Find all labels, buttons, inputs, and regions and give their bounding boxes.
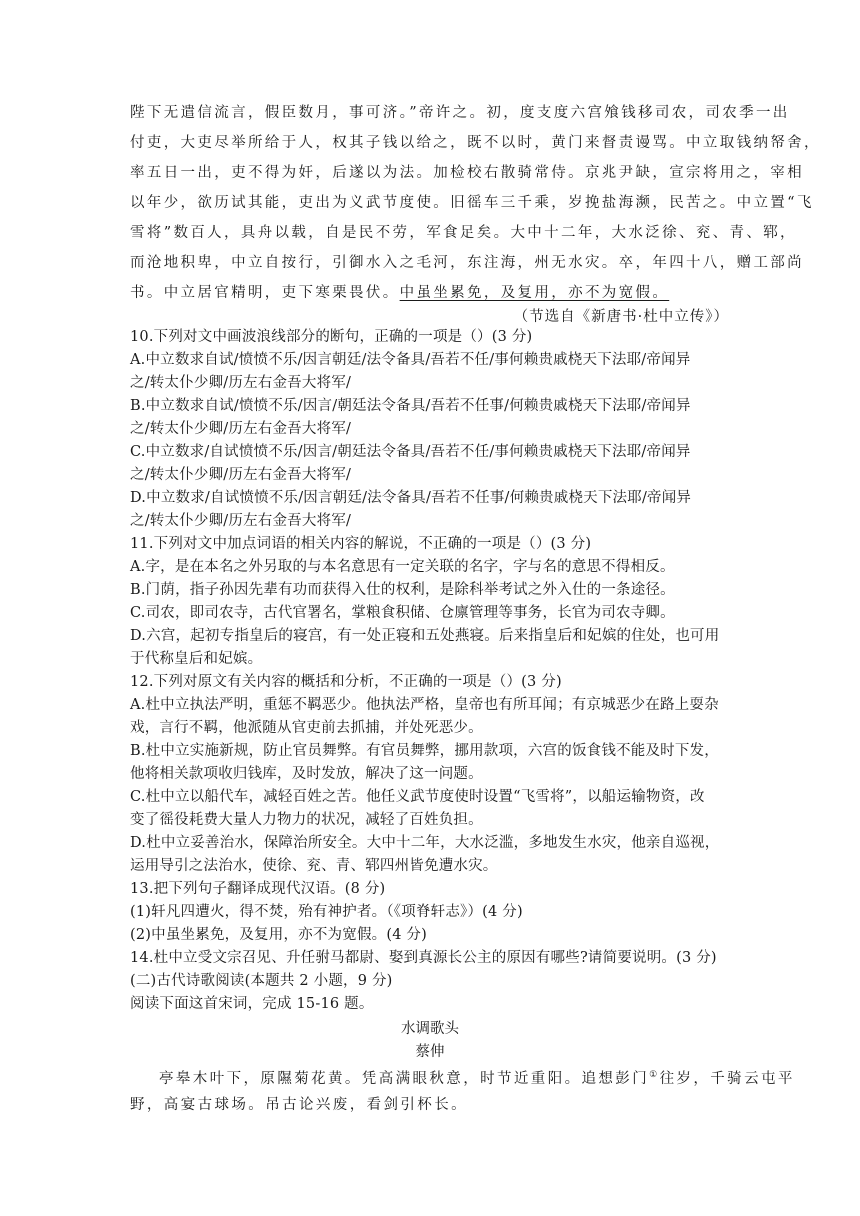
question-line: D.杜中立妥善治水，保障治所安全。大中十二年，大水泛滥，多地发生水灾，他亲自巡视， bbox=[130, 835, 720, 851]
question-line: C.司农，即司农寺，古代官署名，掌粮食积储、仓廪管理等事务，长官为司农寺卿。 bbox=[130, 605, 675, 621]
poem-line bbox=[159, 1065, 795, 1089]
poem-text: 往岁，千骑云屯平 bbox=[659, 1070, 795, 1087]
question-line: 10.下列对文中画波浪线部分的断句，正确的一项是（）(3 分) bbox=[130, 329, 533, 345]
question-line: C.杜中立以船代车，减轻百姓之苦。他任义武节度使时设置“飞雪将”，以船运输物资，改 bbox=[130, 789, 705, 805]
question-line: 他将相关款项收归钱库，及时发放，解决了这一问题。 bbox=[130, 766, 483, 782]
question-line: 12.下列对原文有关内容的概括和分析，不正确的一项是（）(3 分) bbox=[130, 674, 562, 690]
question-line: 11.下列对文中加点词语的相关内容的解说，不正确的一项是（）(3 分) bbox=[130, 536, 592, 552]
footnote-marker: ① bbox=[649, 1070, 660, 1080]
passage-line: 以年少，欲历试其能，吏出为义武节度使。旧徭车三千乘，岁挽盐海濒，民苦之。中立置“飞 bbox=[130, 195, 814, 211]
question-line: B.门荫，指子孙因先辈有功而获得入仕的权利，是除科举考试之外入仕的一条途径。 bbox=[130, 582, 675, 598]
poem-author: 蔡伸 bbox=[415, 1044, 445, 1060]
question-line: 戏，言行不羁，他派随从官吏前去抓捕，并处死恶少。 bbox=[130, 720, 483, 736]
passage-line: 雪将”数百人，具舟以载，自是民不劳，军食足矣。大中十二年，大水泛徐、兖、青、郓， bbox=[130, 225, 797, 241]
poem-line: 野，高宴古球场。吊古论兴废，看剑引杯长。 bbox=[130, 1097, 468, 1113]
question-line: A.杜中立执法严明，重惩不羁恶少。他执法严格，皇帝也有所耳闻；有京城恶少在路上耍杂 bbox=[130, 697, 719, 713]
question-line: 变了徭役耗费大量人力物力的状况，减轻了百姓负担。 bbox=[130, 812, 483, 828]
question-line: A.中立数求自试/愤愤不乐/因言朝廷/法令备具/吾若不任/事何赖贵戚桡天下法耶/帝闻异 bbox=[130, 352, 691, 368]
question-line: 14.杜中立受文宗召见、升任驸马都尉、娶到真源长公主的原因有哪些?请简要说明。(3 分) bbox=[130, 950, 717, 966]
poem-title: 水调歌头 bbox=[401, 1021, 459, 1037]
passage-last-line bbox=[130, 283, 669, 303]
question-line: (1)轩凡四遭火，得不焚，殆有神护者。（《项脊轩志》）(4 分) bbox=[130, 904, 523, 920]
question-line: B.杜中立实施新规，防止官员舞弊。有官员舞弊，挪用款项，六宫的饭食钱不能及时下发， bbox=[130, 743, 719, 759]
poem-text: 亭皋木叶下，原隰菊花黄。凭高满眼秋意，时节近重阳。追想彭门 bbox=[159, 1070, 650, 1087]
question-line: 阅读下面这首宋词，完成 15-16 题。 bbox=[130, 996, 374, 1012]
passage-line: 而沧地积卑，中立自按行，引御水入之毛河，东注海，州无水灾。卒，年四十八，赠工部尚 bbox=[130, 255, 804, 271]
question-line: 运用导引之法治水，使徐、兖、青、郓四州皆免遭水灾。 bbox=[130, 858, 498, 874]
question-line: 13.把下列句子翻译成现代汉语。(8 分) bbox=[130, 881, 386, 897]
question-line: (2)中虽坐累免，及复用，亦不为宽假。(4 分) bbox=[130, 927, 427, 943]
underlined-sentence: 中虽坐累免，及复用，亦不为宽假。 bbox=[399, 285, 670, 301]
question-line: 之/转太仆少卿/历左右金吾大将军/ bbox=[130, 467, 352, 483]
passage-source: （节选自《新唐书·杜中立传》） bbox=[513, 309, 729, 325]
passage-line: 率五日一出，吏不得为奸，后遂以为法。加检校右散骑常侍。京兆尹缺，宣宗将用之，宰相 bbox=[130, 165, 804, 181]
question-line: 之/转太仆少卿/历左右金吾大将军/ bbox=[130, 513, 352, 529]
passage-line: 付吏，大吏尽举所给于人，权其子钱以给之，既不以时，黄门来督责谩骂。中立取钱纳帑舍， bbox=[130, 135, 821, 151]
question-line: D.六宫，起初专指皇后的寝宫，有一处正寝和五处燕寝。后来指皇后和妃嫔的住处，也可用 bbox=[130, 628, 720, 644]
question-line: (二)古代诗歌阅读(本题共 2 小题，9 分) bbox=[130, 973, 393, 989]
question-line: D.中立数求/自试愤愤不乐/因言朝廷/法令备具/吾若不任事/何赖贵戚桡天下法耶/帝闻异 bbox=[130, 490, 692, 506]
question-line: A.字，是在本名之外另取的与本名意思有一定关联的名字，字与名的意思不得相反。 bbox=[130, 559, 675, 575]
question-line: 于代称皇后和妃嫔。 bbox=[130, 651, 263, 667]
question-line: B.中立数求自试/愤愤不乐/因言/朝廷法令备具/吾若不任事/何赖贵戚桡天下法耶/帝闻异 bbox=[130, 398, 691, 414]
question-line: 之/转太仆少卿/历左右金吾大将军/ bbox=[130, 421, 352, 437]
passage-line: 陛下无遣信流言，假臣数月，事可济。”帝许之。初，度支度六宫飧钱移司农，司农季一出 bbox=[130, 105, 790, 121]
question-line: 之/转太仆少卿/历左右金吾大将军/ bbox=[130, 375, 352, 391]
question-line: C.中立数求/自试愤愤不乐/因言/朝廷法令备具/吾若不任/事何赖贵戚桡天下法耶/帝闻异 bbox=[130, 444, 691, 460]
passage-text: 书。中立居官精明，吏下寒栗畏伏。 bbox=[130, 285, 400, 301]
